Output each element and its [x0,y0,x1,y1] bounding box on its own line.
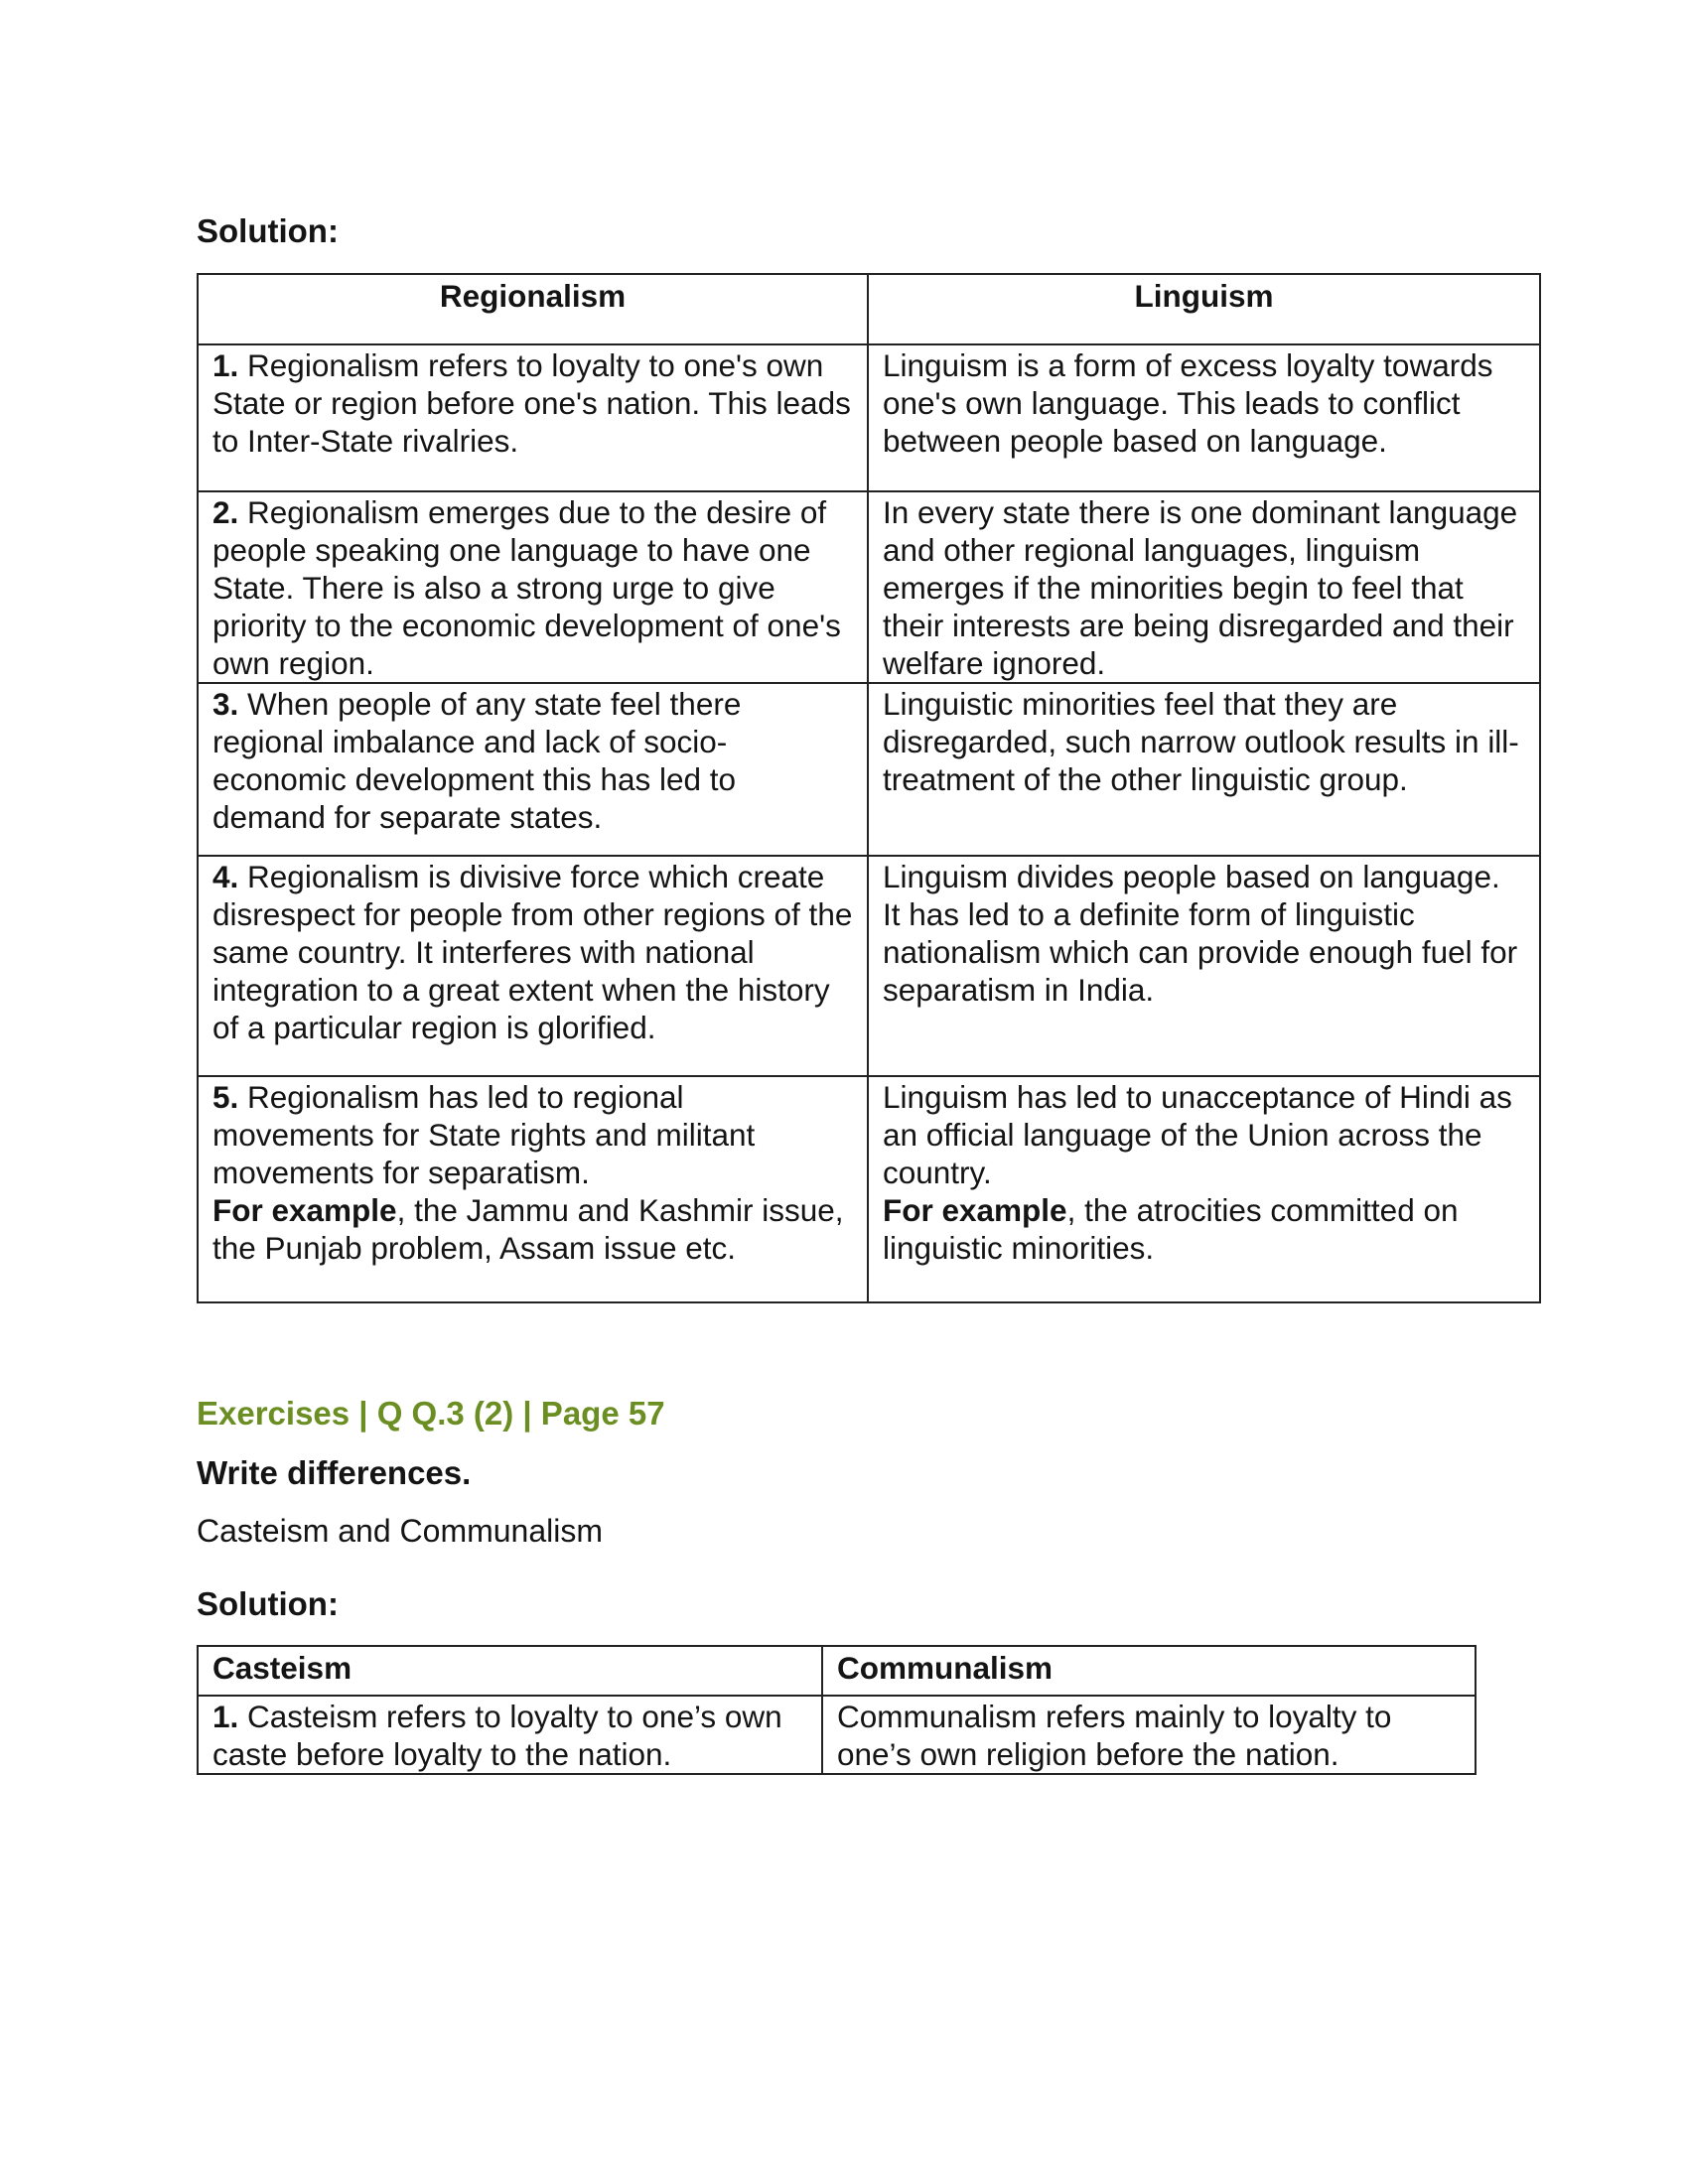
point-text: Linguism is a form of excess loyalty towards one's own language. This leads to conflict between people based on language. [883,347,1493,459]
point-text: Regionalism has led to regional movements for State rights and militant movements for separatism. [212,1079,756,1190]
regionalism-cell [198,683,868,856]
point-text: Linguistic minorities feel that they are disregarded, such narrow outlook results in ill-treatment of the other linguistic group. [883,686,1519,797]
column-header-linguism: Linguism [868,274,1540,344]
table-row [198,344,1540,491]
linguism-cell [868,856,1540,1076]
table-row [198,1076,1540,1302]
question-subtitle: Casteism and Communalism [197,1513,604,1549]
point-number: 1. [212,347,239,383]
solution-label: Solution: [197,212,339,249]
point-number: 3. [212,686,239,722]
point-text: Regionalism is divisive force which create disrespect for people from other regions of the same country. It interferes with national integration to a great extent when the history of a particular region is glorified. [212,859,853,1045]
example-text: , the atrocities committed on linguistic minorities. [883,1192,1459,1266]
question-title: Write differences. [197,1454,472,1491]
table-row [198,856,1540,1076]
point-text: When people of any state feel there regional imbalance and lack of socio-economic development this has led to demand for separate states. [212,686,742,835]
example-label: For example [212,1192,397,1228]
point-text: Linguism divides people based on language. It has led to a definite form of linguistic nationalism which can provide enough fuel for separatism in India. [883,859,1518,1008]
column-header-communalism: Communalism [822,1646,1476,1696]
linguism-cell [868,344,1540,491]
example-label: For example [883,1192,1067,1228]
column-header-regionalism: Regionalism [198,274,868,344]
point-number: 1. [212,1699,239,1734]
linguism-cell [868,491,1540,683]
regionalism-cell [198,344,868,491]
table-row [198,491,1540,683]
point-text: In every state there is one dominant language and other regional languages, linguism emerges if the minorities begin to feel that their interests are being disregarded and their welfare ignored. [883,494,1518,681]
table-row [198,683,1540,856]
column-header-casteism: Casteism [198,1646,822,1696]
point-number: 5. [212,1079,239,1115]
regionalism-cell [198,856,868,1076]
table-header-row [198,1646,1476,1696]
point-text: Casteism refers to loyalty to one’s own caste before loyalty to the nation. [212,1699,782,1772]
example-text: , the Jammu and Kashmir issue, the Punjab problem, Assam issue etc. [212,1192,844,1266]
table-row [198,1696,1476,1774]
point-number: 4. [212,859,239,894]
regionalism-cell [198,1076,868,1302]
regionalism-linguism-table [197,273,1541,1303]
point-text: Regionalism refers to loyalty to one's own State or region before one's nation. This leads to Inter-State rivalries. [212,347,851,459]
casteism-communalism-table [197,1645,1477,1775]
table-header-row [198,274,1540,344]
linguism-cell [868,683,1540,856]
regionalism-cell [198,491,868,683]
point-text: Regionalism emerges due to the desire of people speaking one language to have one State. There is also a strong urge to give priority to the economic development of one's own region. [212,494,841,681]
exercise-heading: Exercises | Q Q.3 (2) | Page 57 [197,1395,665,1432]
point-text: Communalism refers mainly to loyalty to one’s own religion before the nation. [837,1699,1392,1772]
linguism-cell [868,1076,1540,1302]
point-text: Linguism has led to unacceptance of Hindi as an official language of the Union across the country. [883,1079,1512,1190]
casteism-cell [198,1696,822,1774]
communalism-cell [822,1696,1476,1774]
point-number: 2. [212,494,239,530]
solution-label: Solution: [197,1585,339,1622]
